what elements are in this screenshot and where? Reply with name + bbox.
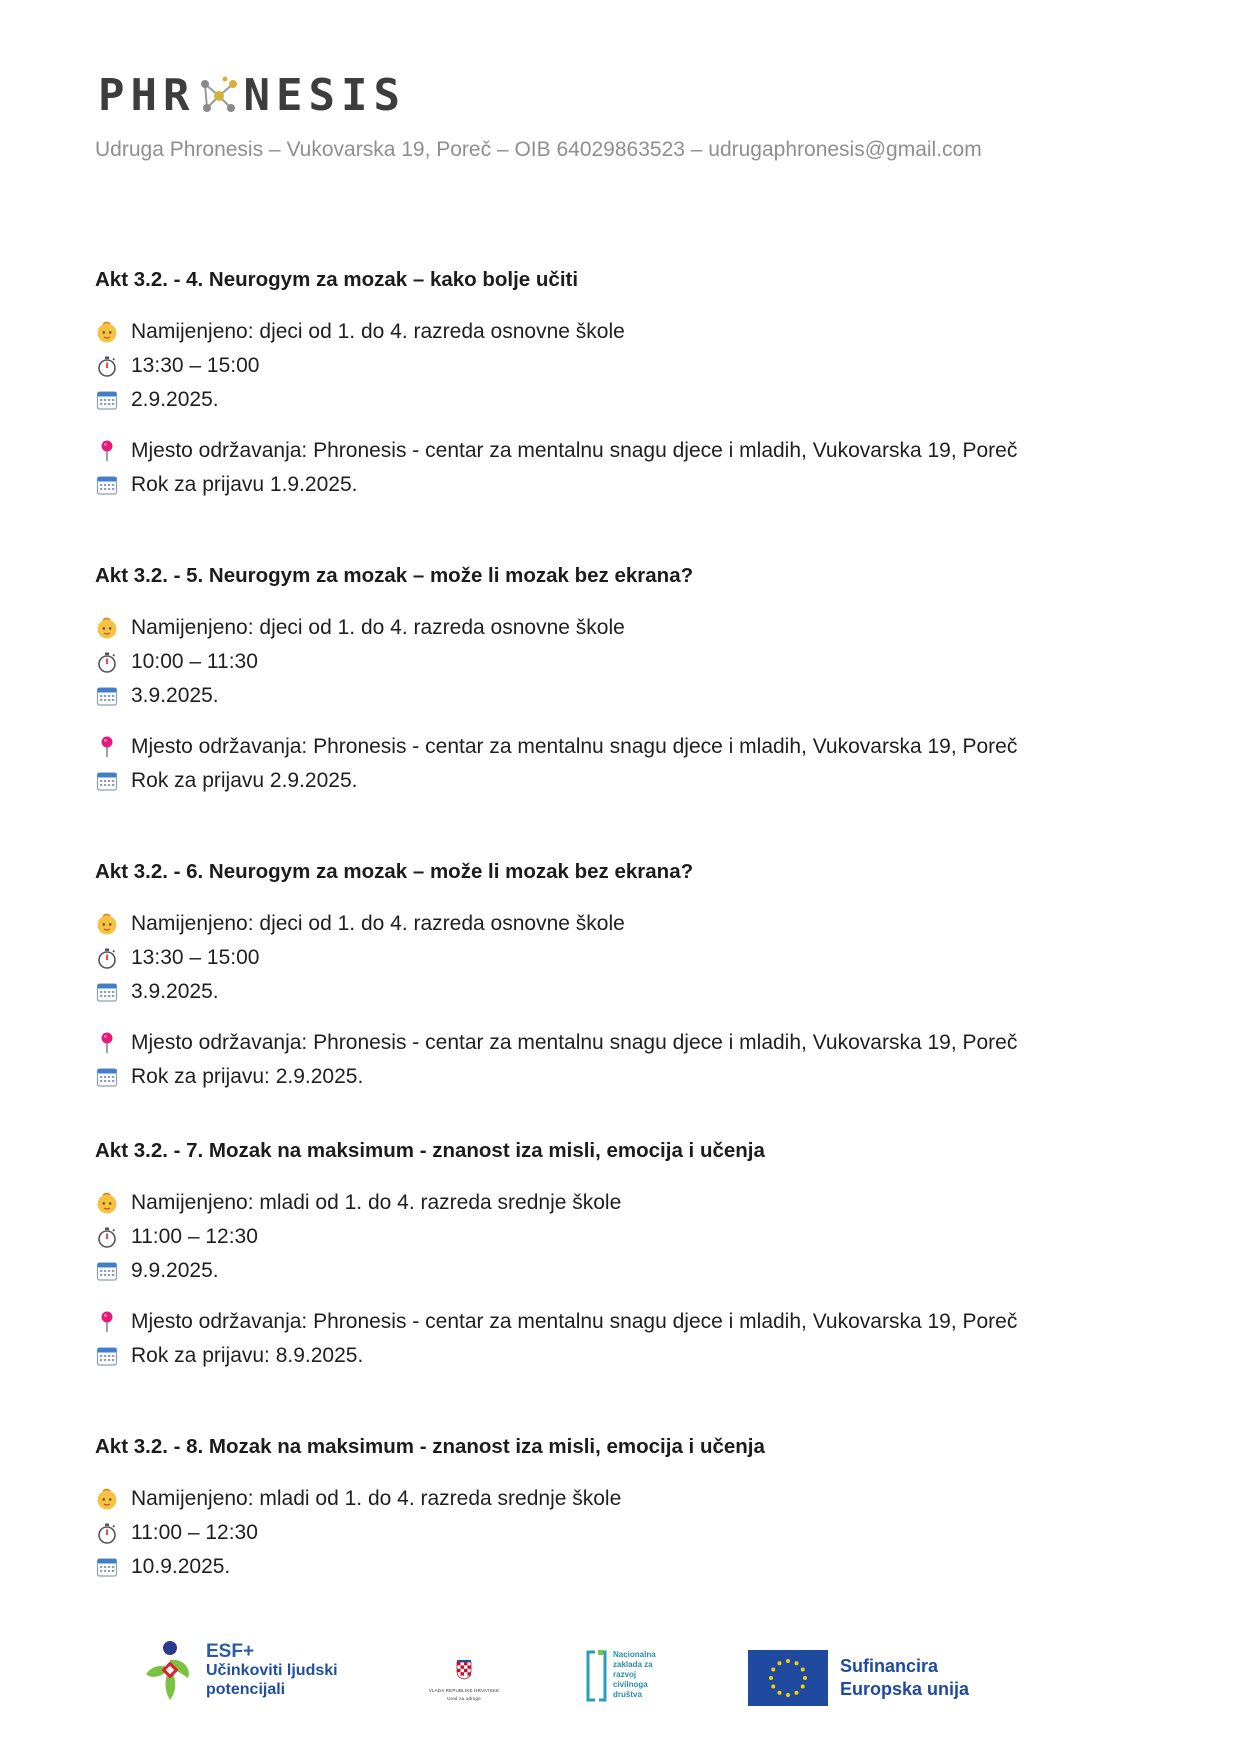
stopwatch-icon (95, 354, 119, 378)
esf-line-2: potencijali (206, 1681, 286, 1698)
national-foundation-logo (585, 1650, 656, 1702)
calendar-icon (95, 388, 119, 412)
calendar-icon (95, 769, 119, 793)
nz-line-1: Nacionalna (613, 1650, 656, 1659)
audience-text: Namijenjeno: mladi od 1. do 4. razreda srednje škole (131, 1487, 622, 1510)
nz-line-5: društva (613, 1690, 642, 1699)
time-row (95, 1220, 1155, 1254)
eu-star (786, 1659, 790, 1663)
event-title: Akt 3.2. - 6. Neurogym za mozak – može li mozak bez ekrana? (95, 860, 694, 883)
eu-star (778, 1691, 782, 1695)
deadline-text: Rok za prijavu: 8.9.2025. (131, 1344, 364, 1367)
esf-logo (142, 1640, 338, 1704)
time-text: 13:30 – 15:00 (131, 946, 260, 969)
deadline-row (95, 1339, 1155, 1373)
eu-star (795, 1661, 799, 1665)
esf-line-1: Učinkoviti ljudski (206, 1662, 338, 1679)
stopwatch-icon (95, 946, 119, 970)
event-title: Akt 3.2. - 4. Neurogym za mozak – kako bolje učiti (95, 268, 579, 291)
audience-text: Namijenjeno: djeci od 1. do 4. razreda osnovne škole (131, 616, 625, 639)
calendar-icon (95, 1344, 119, 1368)
date-row (95, 383, 1155, 417)
location-text: Mjesto održavanja: Phronesis - centar za mentalnu snagu djece i mladih, Vukovarska 19, Poreč (131, 439, 1018, 462)
time-row (95, 349, 1155, 383)
eu-flag-icon (748, 1650, 828, 1706)
location-text: Mjesto održavanja: Phronesis - centar za mentalnu snagu djece i mladih, Vukovarska 19, Poreč (131, 735, 1018, 758)
time-row (95, 941, 1155, 975)
logo-text-right: NESIS (243, 70, 406, 121)
bracket-logo-icon (585, 1650, 607, 1702)
deadline-row (95, 764, 1155, 798)
date-row (95, 679, 1155, 713)
eu-star (771, 1685, 775, 1689)
event-title: Akt 3.2. - 8. Mozak na maksimum - znanost iza misli, emocija i učenja (95, 1435, 765, 1458)
gov-name: VLADA REPUBLIKE HRVATSKE (428, 1688, 500, 1693)
calendar-icon (95, 1259, 119, 1283)
eu-line-1: Sufinancira (840, 1656, 939, 1676)
time-row (95, 645, 1155, 679)
time-text: 13:30 – 15:00 (131, 354, 260, 377)
audience-row (95, 1482, 1155, 1516)
coat-of-arms-icon (456, 1660, 472, 1680)
baby-face-icon (95, 616, 119, 640)
organization-info: Udruga Phronesis – Vukovarska 19, Poreč – OIB 64029863523 – udrugaphronesis@gmail.com (95, 138, 982, 161)
event-block-5 (95, 1432, 1155, 1584)
logo-text-left: PHR (98, 70, 196, 121)
baby-face-icon (95, 912, 119, 936)
time-text: 11:00 – 12:30 (131, 1521, 258, 1544)
location-row (95, 730, 1155, 764)
time-text: 11:00 – 12:30 (131, 1225, 258, 1248)
deadline-row (95, 468, 1155, 502)
croatian-government-logo (424, 1660, 504, 1701)
eu-star (801, 1685, 805, 1689)
eu-cofunding-logo (748, 1650, 969, 1706)
calendar-icon (95, 684, 119, 708)
audience-text: Namijenjeno: mladi od 1. do 4. razreda srednje škole (131, 1191, 622, 1214)
audience-text: Namijenjeno: djeci od 1. do 4. razreda osnovne škole (131, 912, 625, 935)
calendar-icon (95, 1065, 119, 1089)
deadline-row (95, 1060, 1155, 1094)
gov-office: Ured za udruge (447, 1696, 481, 1701)
date-row (95, 975, 1155, 1009)
location-text: Mjesto održavanja: Phronesis - centar za mentalnu snagu djece i mladih, Vukovarska 19, Poreč (131, 1031, 1018, 1054)
baby-face-icon (95, 320, 119, 344)
molecule-logo-icon (197, 74, 241, 118)
location-row (95, 434, 1155, 468)
stopwatch-icon (95, 1225, 119, 1249)
baby-face-icon (95, 1487, 119, 1511)
location-text: Mjesto održavanja: Phronesis - centar za mentalnu snagu djece i mladih, Vukovarska 19, Poreč (131, 1310, 1018, 1333)
date-text: 3.9.2025. (131, 684, 219, 707)
nz-line-3: razvoj (613, 1670, 637, 1679)
pushpin-icon (95, 1031, 119, 1055)
baby-face-icon (95, 1191, 119, 1215)
audience-text: Namijenjeno: djeci od 1. do 4. razreda osnovne škole (131, 320, 625, 343)
calendar-icon (95, 1555, 119, 1579)
eu-line-2: Europska unija (840, 1679, 970, 1699)
event-block-1 (95, 265, 1155, 502)
event-title: Akt 3.2. - 5. Neurogym za mozak – može li mozak bez ekrana? (95, 564, 694, 587)
event-block-2 (95, 561, 1155, 798)
pushpin-icon (95, 735, 119, 759)
eu-star (778, 1661, 782, 1665)
phronesis-logo (98, 70, 406, 121)
eu-star (786, 1693, 790, 1697)
pushpin-icon (95, 439, 119, 463)
eu-star (801, 1668, 805, 1672)
event-block-4 (95, 1136, 1155, 1373)
audience-row (95, 1186, 1155, 1220)
stopwatch-icon (95, 1521, 119, 1545)
event-block-3 (95, 857, 1155, 1094)
location-row (95, 1305, 1155, 1339)
time-text: 10:00 – 11:30 (131, 650, 258, 673)
deadline-text: Rok za prijavu: 2.9.2025. (131, 1065, 364, 1088)
date-text: 2.9.2025. (131, 388, 219, 411)
nz-line-2: zaklada za (613, 1660, 653, 1669)
date-row (95, 1550, 1155, 1584)
date-text: 9.9.2025. (131, 1259, 219, 1282)
audience-row (95, 315, 1155, 349)
audience-row (95, 611, 1155, 645)
calendar-icon (95, 473, 119, 497)
sponsor-footer (0, 1640, 1240, 1720)
stopwatch-icon (95, 650, 119, 674)
eu-star (769, 1676, 773, 1680)
audience-row (95, 907, 1155, 941)
nz-line-4: civilnoga (613, 1680, 648, 1689)
pushpin-icon (95, 1310, 119, 1334)
date-text: 3.9.2025. (131, 980, 219, 1003)
location-row (95, 1026, 1155, 1060)
date-row (95, 1254, 1155, 1288)
esf-flower-icon (142, 1640, 200, 1704)
date-text: 10.9.2025. (131, 1555, 231, 1578)
calendar-icon (95, 980, 119, 1004)
deadline-text: Rok za prijavu 2.9.2025. (131, 769, 358, 792)
eu-star (795, 1691, 799, 1695)
eu-star (803, 1676, 807, 1680)
time-row (95, 1516, 1155, 1550)
event-title: Akt 3.2. - 7. Mozak na maksimum - znanost iza misli, emocija i učenja (95, 1139, 765, 1162)
deadline-text: Rok za prijavu 1.9.2025. (131, 473, 358, 496)
esf-title: ESF+ (206, 1641, 255, 1662)
eu-star (771, 1668, 775, 1672)
